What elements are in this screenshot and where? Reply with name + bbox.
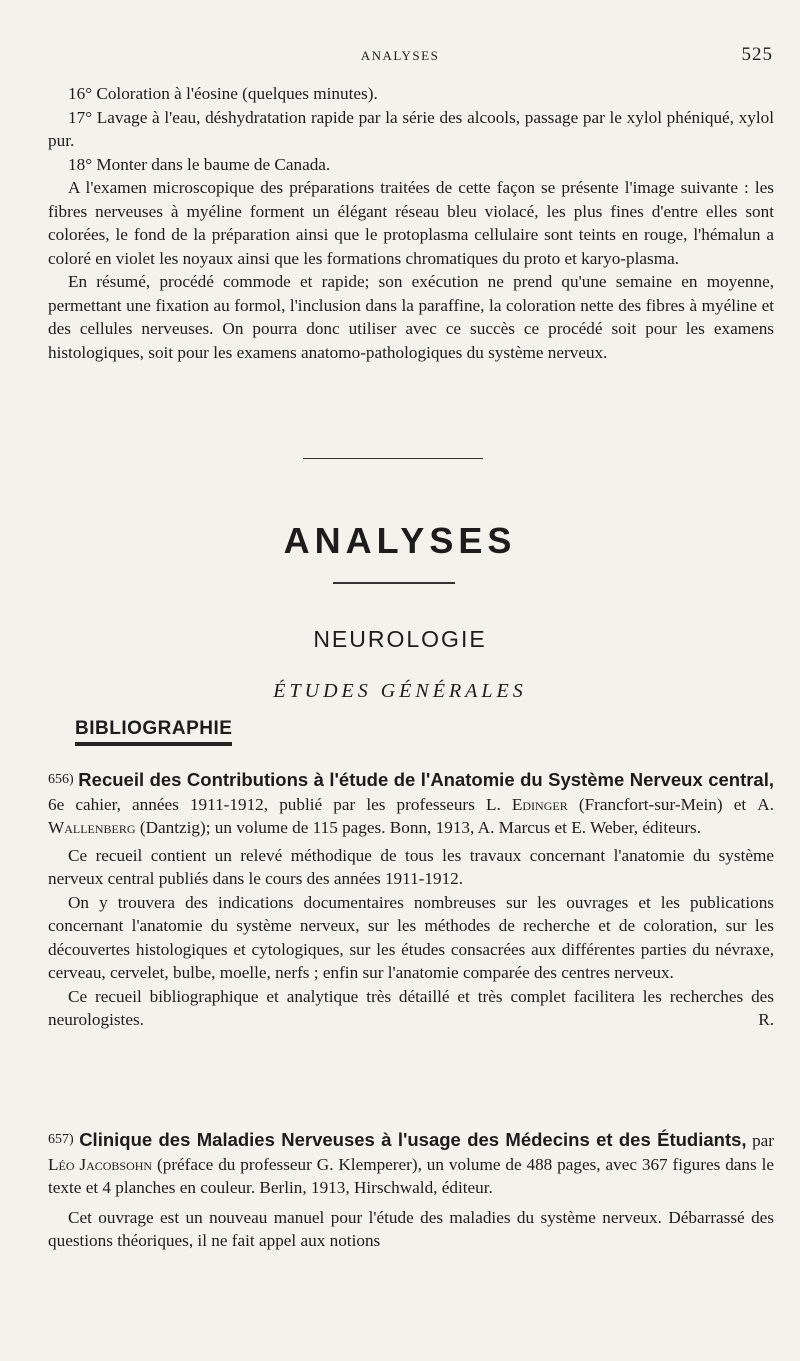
step-17: 17° Lavage à l'eau, déshydratation rapide par la série des alcools, passage par le xylol phéniqué, xylol pur. [48,107,774,150]
author-name: A. Wallenberg [48,794,774,837]
entry-656-paragraph: On y trouvera des indications documentaires nombreuses sur les ouvrages et les publications concernant l'anatomie du système nerveux, sur les méthodes de recherche et de coloration, sur les découvertes histologiques et cytologiques, sur les études consacrées aux différentes parties du névraxe, cerveau, cervelet, bulbe, moelle, nerfs ; enfin sur l'anatomie comparée des centres nerveux. [48,892,774,982]
title-underline [333,582,455,584]
author-name: L. Edinger [485,794,568,814]
bibliography-heading: BIBLIOGRAPHIE [75,718,232,746]
entry-657 [48,1128,774,1253]
step-16: 16° Coloration à l'éosine (quelques minutes). [68,84,378,103]
category-title: ÉTUDES GÉNÉRALES [273,680,527,702]
entry-657-paragraph: Cet ouvrage est un nouveau manuel pour l'étude des maladies du système nerveux. Débarrassé des questions théoriques, il ne fait appel aux notions [48,1207,774,1250]
section-title: ANALYSES [283,520,517,561]
entry-657-citation [48,1128,774,1200]
entry-title: Recueil des Contributions à l'étude de l'Anatomie du Système Nerveux central, [78,769,774,790]
entry-details: 6e cahier, années 1911-1912, publié par les professeurs [48,794,475,814]
entry-656-paragraph: Ce recueil contient un relevé méthodique de tous les travaux concernant l'anatomie du système nerveux central publiés dans le cours des années 1911-1912. [48,845,774,888]
paragraph-microscopic-exam: A l'examen microscopique des préparations traitées de cette façon se présente l'image suivante : les fibres nerveuses à myéline forment un élégant réseau bleu violacé, les plus fines d'entre elles sont colorées, le fond de la préparation ainsi que le protoplasma cellulaire sont teints en rouge, l'hémalun a coloré en violet les noyaux ainsi que les formations chromatiques du proto et karyo-plasma. [48,178,774,268]
entry-details: par [752,1131,775,1150]
entry-details: (Francfort-sur-Mein) et [578,794,747,814]
entry-656-paragraph [48,985,774,1032]
entry-656-citation [48,768,774,840]
running-header: ANALYSES [360,48,440,63]
page-number: 525 [741,44,773,65]
entry-number: 656) [48,772,74,787]
section-divider [303,458,483,459]
entry-number: 657) [48,1132,74,1147]
step-18: 18° Monter dans le baume de Canada. [68,154,331,174]
author-name: Léo Jacobsohn [48,1154,153,1174]
continuation-text [48,82,774,364]
subsection-title: NEUROLOGIE [313,626,487,652]
entry-details: (Dantzig); un volume de 115 pages. Bonn, 1913, A. Marcus et E. Weber, éditeurs. [139,818,702,837]
entry-title: Clinique des Maladies Nerveuses à l'usage des Médecins et des Étudiants, [79,1129,747,1150]
paragraph-summary: En résumé, procédé commode et rapide; son exécution ne prend qu'une semaine en moyenne, permettant une fixation au formol, l'inclusion dans la paraffine, la coloration nette des fibres à myéline et des cellules nerveuses. On pourra donc utiliser avec ce succès ce procédé soit pour les examens histologiques, soit pour les examens anatomo-pathologiques du système nerveux. [48,272,774,362]
entry-details: (préface du professeur G. Klemperer), un volume de 488 pages, avec 367 figures dans le texte et 4 planches en couleur. Berlin, 1913, Hirschwald, éditeur. [48,1154,775,1197]
paragraph-text: Ce recueil bibliographique et analytique très détaillé et très complet facilitera les recherches des neurologistes. [48,986,774,1029]
signature: R. [758,1010,774,1029]
entry-656 [48,768,774,1032]
